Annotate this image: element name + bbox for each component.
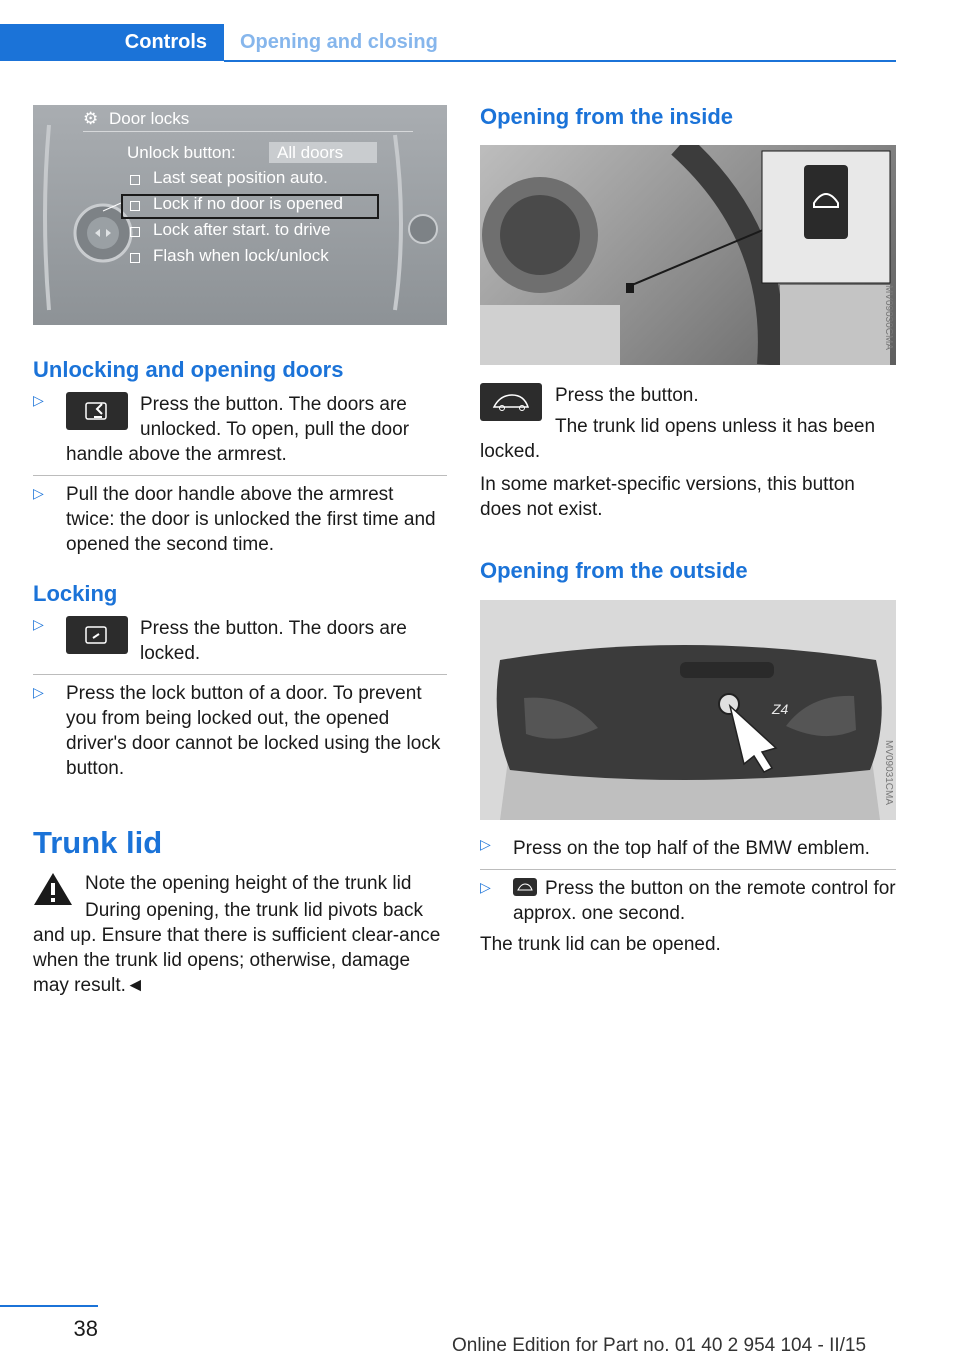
unlock-button-select[interactable]: All doors <box>269 142 377 163</box>
triangle-bullet-icon: ▷ <box>33 485 44 501</box>
inside-note: In some market-specific versions, this button does not exist. <box>480 474 855 520</box>
inside-opens: The trunk lid opens unless it has been locked. <box>480 416 876 462</box>
remote-trunk-icon <box>513 878 537 896</box>
outside-item-2: Press the button on the remote control for approx. one second. <box>513 878 896 924</box>
heading-locking: Locking <box>33 581 118 606</box>
header-section-title: Opening and closing <box>240 31 438 53</box>
list-item <box>33 389 447 476</box>
lock-button-icon <box>66 616 128 654</box>
checkbox-last-seat[interactable] <box>130 175 140 185</box>
lock-item-2: Press the lock button of a door. To prevent you from being locked out, the opened driver's door cannot be locked using the lock button. <box>66 683 441 779</box>
warning-text: During opening, the trunk lid pivots back and up. Ensure that there is sufficient clear-ance when the trunk lid opens; otherwise, damage may result.◄ <box>33 900 441 996</box>
option-flash[interactable]: Flash when lock/unlock <box>153 246 329 265</box>
screen-title-rule <box>83 131 413 132</box>
trunk-graphic <box>480 600 896 820</box>
triangle-bullet-icon: ▷ <box>33 392 44 408</box>
list-item <box>480 833 896 870</box>
warning-title: Note the opening height of the trunk lid <box>85 873 412 894</box>
header-rule <box>224 60 896 62</box>
unlock-item-2: Pull the door handle above the armrest twice: the door is unlocked the first time and opened the second time. <box>66 484 436 555</box>
screen-title: Door locks <box>109 109 190 128</box>
idrive-door-locks-image <box>33 105 447 325</box>
list-item <box>33 476 447 557</box>
image-code-inside: MV09030CMA <box>883 285 894 351</box>
trunk-button-icon <box>480 383 542 421</box>
unlock-item-1: Press the button. The doors are unlocked. To open, pull the door handle above the armrest. <box>66 394 410 465</box>
inside-press: Press the button. <box>555 385 699 406</box>
heading-trunk-lid: Trunk lid <box>33 825 163 860</box>
interior-trunk-button-image <box>480 145 896 365</box>
lock-item-1: Press the button. The doors are locked. <box>140 618 407 664</box>
image-code-outside: MV09031CMA <box>883 740 894 806</box>
page-number: 38 <box>73 1316 98 1341</box>
triangle-bullet-icon: ▷ <box>33 684 44 700</box>
svg-text:Z4: Z4 <box>772 701 789 717</box>
unlock-button-icon <box>66 392 128 430</box>
outside-item-1: Press on the top half of the BMW emblem. <box>513 838 870 859</box>
checkbox-lock-no-door[interactable] <box>130 201 140 211</box>
trunk-emblem-image <box>480 600 896 820</box>
gear-icon: ⚙ <box>83 109 99 128</box>
list-item <box>33 613 447 675</box>
warning-triangle-icon <box>33 871 73 907</box>
triangle-bullet-icon: ▷ <box>33 616 44 632</box>
list-item <box>480 870 896 926</box>
checkbox-flash[interactable] <box>130 253 140 263</box>
footer-edition: Online Edition for Part no. 01 40 2 954 104 - II/15 <box>452 1335 867 1356</box>
option-last-seat[interactable]: Last seat position auto. <box>153 168 328 187</box>
footer-rule <box>0 1305 98 1307</box>
list-item <box>33 675 447 781</box>
unlock-button-label: Unlock button: <box>127 143 236 162</box>
triangle-bullet-icon: ▷ <box>480 836 491 852</box>
header-tab-controls[interactable]: Controls <box>0 24 224 61</box>
outside-result: The trunk lid can be opened. <box>480 934 721 955</box>
triangle-bullet-icon: ▷ <box>480 879 491 895</box>
heading-opening-outside: Opening from the outside <box>480 558 748 583</box>
warning-block <box>33 871 447 998</box>
trunk-button-paragraph <box>480 383 896 464</box>
interior-graphic <box>480 145 896 365</box>
heading-opening-inside: Opening from the inside <box>480 104 734 129</box>
checkbox-lock-after-start[interactable] <box>130 227 140 237</box>
option-lock-no-door[interactable]: Lock if no door is opened <box>153 194 343 213</box>
heading-unlocking: Unlocking and opening doors <box>33 357 344 382</box>
option-lock-after-start[interactable]: Lock after start. to drive <box>153 220 331 239</box>
